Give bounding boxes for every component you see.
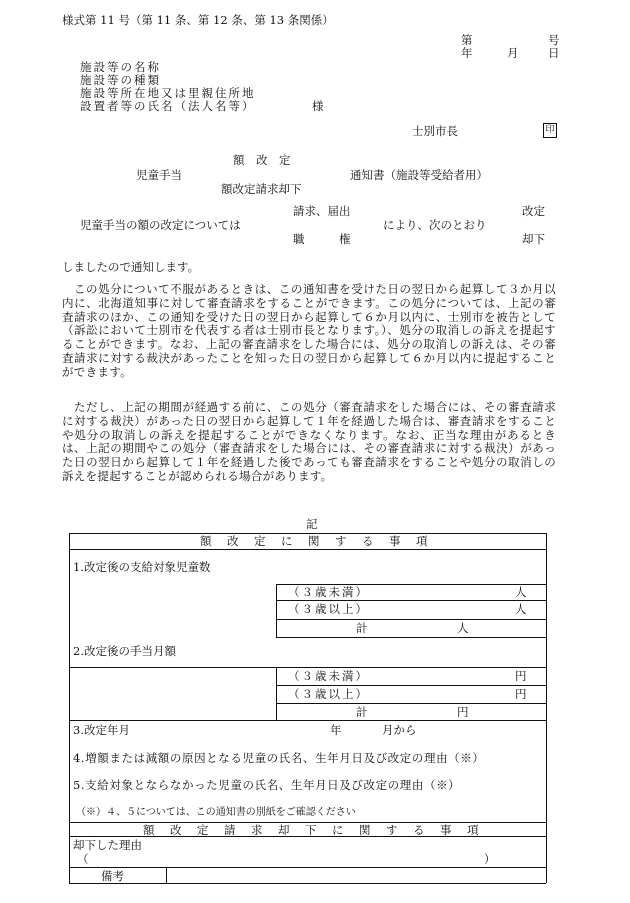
item2-total-label: 計: [356, 705, 368, 719]
date-day-label: 日: [548, 46, 560, 60]
table-rule: [276, 637, 546, 638]
item1-label: 1.改定後の支給対象児童数: [73, 560, 211, 574]
item1-over3-label: （３歳以上）: [288, 602, 369, 616]
document-number-label: 第: [461, 33, 473, 47]
title-suffix: 通知書（施設等受給者用）: [350, 168, 488, 182]
body-middle: により、次のとおり: [383, 218, 487, 232]
table-rule: [276, 667, 277, 720]
option-revise: 改定: [522, 204, 545, 218]
item3-year: 年: [330, 723, 342, 737]
table-rule: [166, 867, 167, 883]
item2-under3-unit: 円: [515, 669, 527, 683]
seal-mark: 印: [543, 123, 557, 138]
time-limit-paragraph: ただし、上記の期間が経過する前に、この処分（審査請求をした場合には、その審査請求に対する裁決）があった日の翌日から起算して１年を経過した場合は、審査請求をすることや処分の取消しの訴えを提起することができなくなります。なお、正当な理由があるときは、上記の期間やこの処分（審査請求をした場合には、その審査請求に対する裁決）があった日の翌日から起算して１年を経過した後であっても審査請求をすることや処分の取消しの訴えを提起することが認められる場合があります。: [62, 400, 556, 483]
section-revision-heading: 額 改 定 に 関 す る 事 項: [200, 534, 430, 548]
recipient-address: 施設等所在地又は里親住所地: [80, 86, 256, 100]
rejection-reason-open: （: [77, 852, 89, 866]
footnote: （※）４、５については、この通知書の別紙をご確認ください: [76, 807, 356, 818]
date-month-label: 月: [507, 46, 519, 60]
table-rule: [69, 867, 546, 868]
form-number: 様式第 11 号（第 11 条、第 12 条、第 13 条関係）: [62, 13, 334, 27]
table-rule: [546, 533, 547, 883]
recipient-honorific: 様: [312, 99, 324, 113]
body-lead: 児童手当の額の改定については: [80, 218, 241, 232]
option-request-notification: 請求、届出: [293, 204, 351, 218]
record-heading: 記: [306, 517, 318, 531]
item1-total-label: 計: [356, 621, 368, 635]
date-year-label: 年: [461, 46, 473, 60]
item1-under3-label: （３歳未満）: [288, 585, 369, 599]
item3-month: 月から: [382, 723, 417, 737]
title-option-revision: 額 改 定: [233, 153, 291, 167]
table-rule: [69, 883, 546, 884]
table-rule: [69, 549, 546, 550]
section-rejection-heading: 額 改 定 請 求 却 下 に 関 す る 事 項: [143, 823, 481, 837]
appeal-paragraph: この処分について不服があるときは、この通知書を受けた日の翌日から起算して３か月以内に、北海道知事に対して審査請求をすることができます。この処分については、上記の審査請求のほか、この通知を受けた日の翌日から起算して６か月以内に、士別市を被告として（訴訟において士別市を代表する者は士別市長となります。）、処分の取消しの訴えを提起することができます。なお、上記の審査請求をした場合には、処分の取消しの訴えは、その審査請求に対する裁決があったことを知った日の翌日から起算して６か月以内に提起することができます。: [62, 282, 556, 379]
recipient-facility-name: 施設等の名称: [80, 60, 161, 74]
item2-label: 2.改定後の手当月額: [73, 644, 176, 658]
option-reject: 却下: [522, 232, 545, 246]
notice-closing: しましたので通知します。: [62, 260, 200, 274]
table-rule: [276, 600, 546, 601]
issuer-name: 士別市長: [412, 124, 458, 138]
recipient-facility-type: 施設等の種類: [80, 73, 161, 87]
item1-over3-unit: 人: [515, 602, 527, 616]
table-rule: [69, 533, 70, 883]
item1-under3-unit: 人: [515, 585, 527, 599]
table-rule: [276, 685, 546, 686]
table-rule: [276, 584, 277, 637]
document-number-suffix: 号: [548, 33, 560, 47]
item4-label: 4.増額または減額の原因となる児童の氏名、生年月日及び改定の理由（※）: [73, 751, 485, 765]
title-option-rejection: 額改定請求却下: [221, 182, 302, 196]
item3-label: 3.改定年月: [73, 723, 130, 737]
item2-total-unit: 円: [457, 705, 469, 719]
remarks-label: 備考: [101, 869, 124, 883]
option-ex-officio: 職 権: [293, 232, 351, 246]
item2-over3-label: （３歳以上）: [288, 687, 369, 701]
recipient-owner-name: 設置者等の氏名（法人名等）: [80, 99, 256, 113]
item2-over3-unit: 円: [515, 687, 527, 701]
table-rule: [276, 703, 546, 704]
rejection-reason-label: 却下した理由: [73, 838, 142, 852]
table-rule: [276, 619, 546, 620]
item5-label: 5.支給対象とならなかった児童の氏名、生年月日及び改定の理由（※）: [73, 778, 461, 792]
rejection-reason-close: ）: [484, 852, 496, 866]
item2-under3-label: （３歳未満）: [288, 669, 369, 683]
table-rule: [69, 720, 546, 721]
table-rule: [69, 667, 546, 668]
item1-total-unit: 人: [457, 621, 469, 635]
title-prefix: 児童手当: [136, 168, 182, 182]
